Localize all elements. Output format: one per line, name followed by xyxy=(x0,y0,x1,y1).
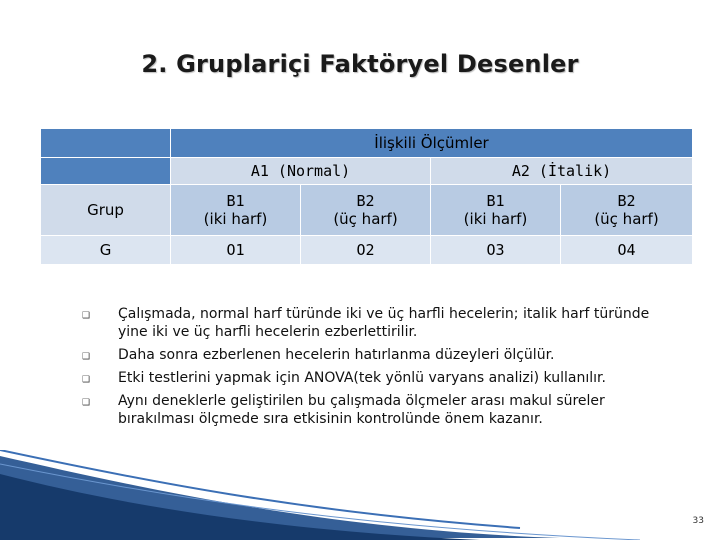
slide-decoration xyxy=(0,450,720,540)
subheader-cell xyxy=(301,185,431,236)
subheader-desc: (üç harf) xyxy=(594,210,659,228)
bullet-text: Daha sonra ezberlenen hecelerin hatırlanma düzeyleri ölçülür. xyxy=(118,347,555,363)
bullet-icon: ❑ xyxy=(82,375,91,385)
table-header-row-sub xyxy=(41,185,693,236)
subheader-cell xyxy=(561,185,693,236)
measurement-table xyxy=(40,128,693,265)
table-header-row-top xyxy=(41,129,693,158)
table-cell: O3 xyxy=(431,236,561,265)
table-cell: O2 xyxy=(301,236,431,265)
bullet-text: Etki testlerini yapmak için ANOVA(tek yönlü varyans analizi) kullanılır. xyxy=(118,370,606,386)
subheader-code: B2 xyxy=(617,192,636,210)
header-group-a2: A2 (İtalik) xyxy=(431,158,693,185)
bullet-icon: ❑ xyxy=(82,352,91,362)
list-item xyxy=(82,346,652,364)
bullet-icon: ❑ xyxy=(82,311,91,321)
subheader-desc: (iki harf) xyxy=(463,210,528,228)
subheader-cell xyxy=(431,185,561,236)
table-header-row-groups xyxy=(41,158,693,185)
list-item xyxy=(82,369,652,387)
table-cell: O1 xyxy=(171,236,301,265)
subheader-cell xyxy=(171,185,301,236)
row-label: G xyxy=(41,236,171,265)
header-related-measures: İlişkili Ölçümler xyxy=(171,129,693,158)
header-group-a1: A1 (Normal) xyxy=(171,158,431,185)
list-item xyxy=(82,305,652,341)
row-label-header: Grup xyxy=(41,185,171,236)
slide-title: 2. Gruplariçi Faktöryel Desenler xyxy=(141,50,579,78)
subheader-code: B1 xyxy=(226,192,245,210)
subheader-code: B1 xyxy=(486,192,505,210)
subheader-code: B2 xyxy=(356,192,375,210)
list-item xyxy=(82,392,652,428)
bullet-list xyxy=(82,305,652,433)
table-corner-cell xyxy=(41,129,171,158)
subheader-desc: (iki harf) xyxy=(203,210,268,228)
table-row xyxy=(41,236,693,265)
table-cell: O4 xyxy=(561,236,693,265)
subheader-desc: (üç harf) xyxy=(333,210,398,228)
table-blank-cell xyxy=(41,158,171,185)
bullet-icon: ❑ xyxy=(82,398,91,408)
bullet-text: Çalışmada, normal harf türünde iki ve üç harfli hecelerin; italik harf türünde yine iki ve üç harfli hecelerin ezberlettirilir. xyxy=(118,306,650,340)
bullet-text: Aynı deneklerle geliştirilen bu çalışmada ölçmeler arası makul süreler bırakılması ölçmede sıra etkisinin kontrolünde önem kazanır. xyxy=(118,393,605,427)
page-number: 33 xyxy=(692,516,704,526)
